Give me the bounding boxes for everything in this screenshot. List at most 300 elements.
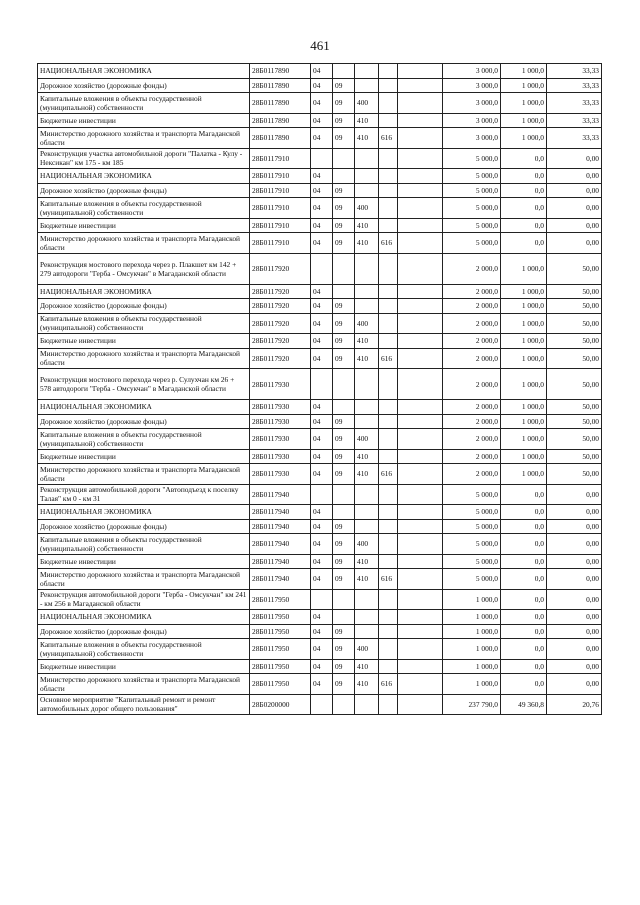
row-expense-type-cell: [355, 694, 379, 715]
row-code-cell: 28Б0117920: [250, 334, 311, 349]
row-department-cell: [379, 218, 398, 233]
row-subsection-cell: [333, 400, 355, 415]
row-expense-type-cell: [355, 284, 379, 299]
row-name-cell: Дорожное хозяйство (дорожные фонды): [38, 299, 250, 314]
row-name-cell: Дорожное хозяйство (дорожные фонды): [38, 78, 250, 93]
row-percent-cell: 50,00: [547, 369, 602, 400]
row-section-cell: 04: [311, 198, 333, 219]
row-empty-cell: [398, 299, 443, 314]
row-name-cell: Дорожное хозяйство (дорожные фонды): [38, 183, 250, 198]
row-percent-cell: 50,00: [547, 253, 602, 284]
row-plan-cell: 5 000,0: [443, 505, 501, 520]
row-executed-cell: 0,0: [501, 569, 547, 590]
row-expense-type-cell: 410: [355, 113, 379, 128]
row-subsection-cell: 09: [333, 569, 355, 590]
row-section-cell: 04: [311, 183, 333, 198]
row-subsection-cell: 09: [333, 659, 355, 674]
row-percent-cell: 0,00: [547, 534, 602, 555]
row-subsection-cell: 09: [333, 624, 355, 639]
row-code-cell: 28Б0117890: [250, 93, 311, 114]
row-expense-type-cell: 410: [355, 348, 379, 369]
row-subsection-cell: [333, 284, 355, 299]
row-executed-cell: 1 000,0: [501, 299, 547, 314]
row-department-cell: [379, 148, 398, 169]
row-empty-cell: [398, 148, 443, 169]
table-row: [38, 369, 602, 400]
row-name-cell: Дорожное хозяйство (дорожные фонды): [38, 519, 250, 534]
row-section-cell: 04: [311, 313, 333, 334]
row-empty-cell: [398, 569, 443, 590]
row-plan-cell: 2 000,0: [443, 253, 501, 284]
row-empty-cell: [398, 674, 443, 695]
row-expense-type-cell: 410: [355, 659, 379, 674]
row-department-cell: [379, 313, 398, 334]
row-subsection-cell: 09: [333, 313, 355, 334]
row-executed-cell: 0,0: [501, 624, 547, 639]
row-expense-type-cell: 400: [355, 198, 379, 219]
table-row: [38, 505, 602, 520]
row-section-cell: [311, 369, 333, 400]
row-empty-cell: [398, 233, 443, 254]
row-empty-cell: [398, 414, 443, 429]
row-subsection-cell: 09: [333, 233, 355, 254]
row-code-cell: 28Б0117910: [250, 169, 311, 184]
row-section-cell: 04: [311, 610, 333, 625]
row-empty-cell: [398, 198, 443, 219]
row-department-cell: 616: [379, 464, 398, 485]
table-row: [38, 400, 602, 415]
row-section-cell: 04: [311, 348, 333, 369]
row-expense-type-cell: 410: [355, 449, 379, 464]
table-row: [38, 64, 602, 79]
row-percent-cell: 33,33: [547, 113, 602, 128]
row-percent-cell: 50,00: [547, 414, 602, 429]
row-expense-type-cell: [355, 519, 379, 534]
row-department-cell: [379, 183, 398, 198]
row-subsection-cell: 09: [333, 639, 355, 660]
row-department-cell: [379, 400, 398, 415]
row-code-cell: 28Б0117930: [250, 414, 311, 429]
row-percent-cell: 50,00: [547, 449, 602, 464]
row-empty-cell: [398, 519, 443, 534]
row-code-cell: 28Б0117890: [250, 113, 311, 128]
row-code-cell: 28Б0117930: [250, 464, 311, 485]
row-code-cell: 28Б0117890: [250, 128, 311, 149]
table-row: [38, 218, 602, 233]
row-department-cell: [379, 624, 398, 639]
row-code-cell: 28Б0117920: [250, 284, 311, 299]
table-row: [38, 78, 602, 93]
row-percent-cell: 20,76: [547, 694, 602, 715]
row-department-cell: [379, 610, 398, 625]
row-code-cell: 28Б0117940: [250, 534, 311, 555]
row-subsection-cell: 09: [333, 198, 355, 219]
row-plan-cell: 2 000,0: [443, 313, 501, 334]
row-name-cell: Реконструкция автомобильной дороги "Герба - Омсукчан" км 241 - км 256 в Магаданской области: [38, 589, 250, 610]
row-empty-cell: [398, 78, 443, 93]
row-department-cell: [379, 639, 398, 660]
row-department-cell: [379, 519, 398, 534]
row-expense-type-cell: [355, 610, 379, 625]
row-code-cell: 28Б0117890: [250, 64, 311, 79]
row-code-cell: 28Б0117910: [250, 233, 311, 254]
row-percent-cell: 50,00: [547, 284, 602, 299]
row-subsection-cell: 09: [333, 348, 355, 369]
row-department-cell: [379, 369, 398, 400]
row-plan-cell: 1 000,0: [443, 610, 501, 625]
row-empty-cell: [398, 284, 443, 299]
row-executed-cell: 1 000,0: [501, 78, 547, 93]
row-section-cell: 04: [311, 519, 333, 534]
row-department-cell: [379, 484, 398, 505]
row-expense-type-cell: [355, 299, 379, 314]
row-plan-cell: 2 000,0: [443, 449, 501, 464]
page-number: 461: [310, 38, 330, 53]
row-plan-cell: 5 000,0: [443, 148, 501, 169]
row-plan-cell: 1 000,0: [443, 589, 501, 610]
row-code-cell: 28Б0117910: [250, 148, 311, 169]
row-subsection-cell: [333, 169, 355, 184]
row-name-cell: Министерство дорожного хозяйства и транспорта Магаданской области: [38, 128, 250, 149]
row-name-cell: Реконструкция автомобильной дороги "Автоподъезд к поселку Талая" км 0 - км 31: [38, 484, 250, 505]
row-expense-type-cell: 410: [355, 218, 379, 233]
row-executed-cell: 1 000,0: [501, 253, 547, 284]
row-executed-cell: 0,0: [501, 519, 547, 534]
row-percent-cell: 0,00: [547, 659, 602, 674]
row-section-cell: 04: [311, 639, 333, 660]
row-percent-cell: 33,33: [547, 128, 602, 149]
row-section-cell: 04: [311, 284, 333, 299]
row-subsection-cell: [333, 694, 355, 715]
row-name-cell: Капитальные вложения в объекты государственной (муниципальной) собственности: [38, 534, 250, 555]
row-section-cell: 04: [311, 674, 333, 695]
row-percent-cell: 0,00: [547, 233, 602, 254]
row-percent-cell: 50,00: [547, 429, 602, 450]
row-code-cell: 28Б0117940: [250, 569, 311, 590]
row-subsection-cell: 09: [333, 78, 355, 93]
row-empty-cell: [398, 93, 443, 114]
row-executed-cell: 1 000,0: [501, 464, 547, 485]
row-expense-type-cell: 410: [355, 233, 379, 254]
table-row: [38, 464, 602, 485]
row-name-cell: Реконструкция мостового перехода через р. Сулухчан км 26 + 578 автодороги "Герба - Омсукчан" в Магаданской области: [38, 369, 250, 400]
row-section-cell: [311, 589, 333, 610]
row-plan-cell: 2 000,0: [443, 348, 501, 369]
row-subsection-cell: [333, 369, 355, 400]
row-subsection-cell: 09: [333, 299, 355, 314]
row-subsection-cell: 09: [333, 183, 355, 198]
row-percent-cell: 0,00: [547, 519, 602, 534]
row-code-cell: 28Б0117950: [250, 659, 311, 674]
row-executed-cell: 0,0: [501, 659, 547, 674]
row-name-cell: Реконструкция участка автомобильной дороги "Палатка - Кулу - Нексикан" км 175 - км 185: [38, 148, 250, 169]
table-row: [38, 639, 602, 660]
row-empty-cell: [398, 369, 443, 400]
row-plan-cell: 3 000,0: [443, 64, 501, 79]
table-row: [38, 534, 602, 555]
row-empty-cell: [398, 639, 443, 660]
row-executed-cell: 1 000,0: [501, 313, 547, 334]
row-percent-cell: 0,00: [547, 639, 602, 660]
row-code-cell: 28Б0117950: [250, 610, 311, 625]
row-name-cell: Капитальные вложения в объекты государственной (муниципальной) собственности: [38, 313, 250, 334]
row-plan-cell: 2 000,0: [443, 369, 501, 400]
row-empty-cell: [398, 534, 443, 555]
row-subsection-cell: 09: [333, 534, 355, 555]
row-executed-cell: 0,0: [501, 233, 547, 254]
table-row: [38, 429, 602, 450]
table-row: [38, 198, 602, 219]
row-name-cell: Дорожное хозяйство (дорожные фонды): [38, 624, 250, 639]
row-percent-cell: 0,00: [547, 589, 602, 610]
row-expense-type-cell: 410: [355, 569, 379, 590]
row-subsection-cell: [333, 610, 355, 625]
row-expense-type-cell: [355, 369, 379, 400]
row-department-cell: [379, 505, 398, 520]
row-percent-cell: 50,00: [547, 334, 602, 349]
row-subsection-cell: 09: [333, 429, 355, 450]
row-section-cell: 04: [311, 169, 333, 184]
row-name-cell: Капитальные вложения в объекты государственной (муниципальной) собственности: [38, 93, 250, 114]
row-expense-type-cell: 400: [355, 313, 379, 334]
row-section-cell: 04: [311, 449, 333, 464]
row-department-cell: 616: [379, 128, 398, 149]
table-row: [38, 169, 602, 184]
row-name-cell: Капитальные вложения в объекты государственной (муниципальной) собственности: [38, 198, 250, 219]
row-percent-cell: 0,00: [547, 148, 602, 169]
table-row: [38, 554, 602, 569]
row-executed-cell: 1 000,0: [501, 334, 547, 349]
row-expense-type-cell: 410: [355, 674, 379, 695]
row-executed-cell: 1 000,0: [501, 93, 547, 114]
row-plan-cell: 5 000,0: [443, 569, 501, 590]
row-section-cell: 04: [311, 429, 333, 450]
row-empty-cell: [398, 253, 443, 284]
row-plan-cell: 5 000,0: [443, 554, 501, 569]
row-percent-cell: 0,00: [547, 183, 602, 198]
row-name-cell: Основное мероприятие "Капитальный ремонт и ремонт автомобильных дорог общего пользования": [38, 694, 250, 715]
row-subsection-cell: 09: [333, 414, 355, 429]
table-row: [38, 589, 602, 610]
table-row: [38, 519, 602, 534]
row-name-cell: НАЦИОНАЛЬНАЯ ЭКОНОМИКА: [38, 610, 250, 625]
row-plan-cell: 1 000,0: [443, 659, 501, 674]
row-expense-type-cell: [355, 414, 379, 429]
row-subsection-cell: [333, 505, 355, 520]
row-department-cell: [379, 534, 398, 555]
table-row: [38, 284, 602, 299]
row-department-cell: [379, 284, 398, 299]
row-name-cell: НАЦИОНАЛЬНАЯ ЭКОНОМИКА: [38, 64, 250, 79]
row-plan-cell: 1 000,0: [443, 624, 501, 639]
row-subsection-cell: 09: [333, 334, 355, 349]
table-row: [38, 610, 602, 625]
row-plan-cell: 3 000,0: [443, 78, 501, 93]
row-empty-cell: [398, 554, 443, 569]
row-department-cell: [379, 113, 398, 128]
row-plan-cell: 237 790,0: [443, 694, 501, 715]
row-percent-cell: 50,00: [547, 464, 602, 485]
row-plan-cell: 5 000,0: [443, 218, 501, 233]
row-department-cell: [379, 429, 398, 450]
row-name-cell: НАЦИОНАЛЬНАЯ ЭКОНОМИКА: [38, 400, 250, 415]
row-code-cell: 28Б0117940: [250, 554, 311, 569]
row-expense-type-cell: [355, 183, 379, 198]
row-plan-cell: 3 000,0: [443, 128, 501, 149]
row-plan-cell: 3 000,0: [443, 113, 501, 128]
row-section-cell: 04: [311, 218, 333, 233]
row-empty-cell: [398, 589, 443, 610]
row-name-cell: НАЦИОНАЛЬНАЯ ЭКОНОМИКА: [38, 505, 250, 520]
row-executed-cell: 0,0: [501, 169, 547, 184]
table-row: [38, 128, 602, 149]
row-code-cell: 28Б0117920: [250, 253, 311, 284]
row-name-cell: Бюджетные инвестиции: [38, 554, 250, 569]
row-empty-cell: [398, 334, 443, 349]
table-row: [38, 569, 602, 590]
row-executed-cell: 0,0: [501, 198, 547, 219]
row-section-cell: 04: [311, 624, 333, 639]
row-section-cell: 04: [311, 464, 333, 485]
row-expense-type-cell: [355, 400, 379, 415]
row-plan-cell: 2 000,0: [443, 429, 501, 450]
row-section-cell: 04: [311, 78, 333, 93]
row-department-cell: [379, 253, 398, 284]
row-plan-cell: 2 000,0: [443, 334, 501, 349]
row-executed-cell: 1 000,0: [501, 64, 547, 79]
row-name-cell: Министерство дорожного хозяйства и транспорта Магаданской области: [38, 674, 250, 695]
row-code-cell: 28Б0117890: [250, 78, 311, 93]
row-executed-cell: 0,0: [501, 534, 547, 555]
row-expense-type-cell: [355, 169, 379, 184]
row-expense-type-cell: 400: [355, 93, 379, 114]
table-row: [38, 233, 602, 254]
row-empty-cell: [398, 464, 443, 485]
row-section-cell: [311, 484, 333, 505]
row-expense-type-cell: 410: [355, 554, 379, 569]
row-subsection-cell: [333, 589, 355, 610]
row-plan-cell: 2 000,0: [443, 400, 501, 415]
row-name-cell: Министерство дорожного хозяйства и транспорта Магаданской области: [38, 569, 250, 590]
row-expense-type-cell: 400: [355, 639, 379, 660]
row-subsection-cell: 09: [333, 519, 355, 534]
table-row: [38, 449, 602, 464]
row-empty-cell: [398, 505, 443, 520]
row-department-cell: 616: [379, 233, 398, 254]
budget-table: [37, 63, 602, 715]
row-executed-cell: 1 000,0: [501, 414, 547, 429]
row-code-cell: 28Б0117940: [250, 519, 311, 534]
table-row: [38, 694, 602, 715]
row-code-cell: 28Б0117910: [250, 218, 311, 233]
row-name-cell: НАЦИОНАЛЬНАЯ ЭКОНОМИКА: [38, 284, 250, 299]
row-section-cell: [311, 253, 333, 284]
row-department-cell: [379, 659, 398, 674]
row-name-cell: Бюджетные инвестиции: [38, 659, 250, 674]
row-percent-cell: 50,00: [547, 348, 602, 369]
table-row: [38, 624, 602, 639]
row-expense-type-cell: 410: [355, 334, 379, 349]
row-name-cell: Капитальные вложения в объекты государственной (муниципальной) собственности: [38, 429, 250, 450]
row-section-cell: 04: [311, 534, 333, 555]
row-plan-cell: 5 000,0: [443, 233, 501, 254]
row-section-cell: 04: [311, 128, 333, 149]
row-percent-cell: 0,00: [547, 554, 602, 569]
row-plan-cell: 2 000,0: [443, 284, 501, 299]
table-row: [38, 148, 602, 169]
table-row: [38, 334, 602, 349]
row-empty-cell: [398, 610, 443, 625]
row-percent-cell: 50,00: [547, 400, 602, 415]
row-executed-cell: 1 000,0: [501, 400, 547, 415]
row-plan-cell: 3 000,0: [443, 93, 501, 114]
row-department-cell: [379, 414, 398, 429]
table-row: [38, 484, 602, 505]
row-code-cell: 28Б0117950: [250, 589, 311, 610]
row-department-cell: 616: [379, 674, 398, 695]
row-subsection-cell: 09: [333, 554, 355, 569]
row-subsection-cell: 09: [333, 113, 355, 128]
row-percent-cell: 0,00: [547, 169, 602, 184]
row-expense-type-cell: [355, 148, 379, 169]
row-executed-cell: 0,0: [501, 674, 547, 695]
row-name-cell: Министерство дорожного хозяйства и транспорта Магаданской области: [38, 464, 250, 485]
row-section-cell: 04: [311, 93, 333, 114]
row-percent-cell: 0,00: [547, 218, 602, 233]
row-name-cell: Бюджетные инвестиции: [38, 113, 250, 128]
row-name-cell: Министерство дорожного хозяйства и транспорта Магаданской области: [38, 348, 250, 369]
row-section-cell: [311, 694, 333, 715]
row-plan-cell: 5 000,0: [443, 534, 501, 555]
row-empty-cell: [398, 64, 443, 79]
row-plan-cell: 5 000,0: [443, 169, 501, 184]
row-section-cell: 04: [311, 113, 333, 128]
row-executed-cell: 1 000,0: [501, 284, 547, 299]
row-subsection-cell: 09: [333, 449, 355, 464]
row-department-cell: [379, 589, 398, 610]
row-executed-cell: 1 000,0: [501, 429, 547, 450]
row-empty-cell: [398, 449, 443, 464]
row-percent-cell: 33,33: [547, 64, 602, 79]
row-expense-type-cell: [355, 64, 379, 79]
table-row: [38, 313, 602, 334]
row-code-cell: 28Б0117950: [250, 674, 311, 695]
table-body: [38, 64, 602, 715]
row-percent-cell: 50,00: [547, 299, 602, 314]
row-executed-cell: 1 000,0: [501, 369, 547, 400]
row-empty-cell: [398, 694, 443, 715]
row-subsection-cell: [333, 148, 355, 169]
row-department-cell: [379, 93, 398, 114]
row-percent-cell: 33,33: [547, 93, 602, 114]
row-expense-type-cell: 410: [355, 464, 379, 485]
row-code-cell: 28Б0117910: [250, 198, 311, 219]
row-plan-cell: 5 000,0: [443, 198, 501, 219]
row-name-cell: Реконструкция мостового перехода через р. Плакшет км 142 + 279 автодороги "Герба - Омсукчан" в Магаданской области: [38, 253, 250, 284]
row-executed-cell: 1 000,0: [501, 128, 547, 149]
row-percent-cell: 0,00: [547, 484, 602, 505]
row-subsection-cell: 09: [333, 674, 355, 695]
row-department-cell: [379, 198, 398, 219]
row-executed-cell: 1 000,0: [501, 113, 547, 128]
row-executed-cell: 0,0: [501, 589, 547, 610]
row-section-cell: 04: [311, 659, 333, 674]
row-name-cell: Бюджетные инвестиции: [38, 449, 250, 464]
row-plan-cell: 1 000,0: [443, 674, 501, 695]
row-section-cell: [311, 148, 333, 169]
row-section-cell: 04: [311, 299, 333, 314]
row-plan-cell: 2 000,0: [443, 299, 501, 314]
